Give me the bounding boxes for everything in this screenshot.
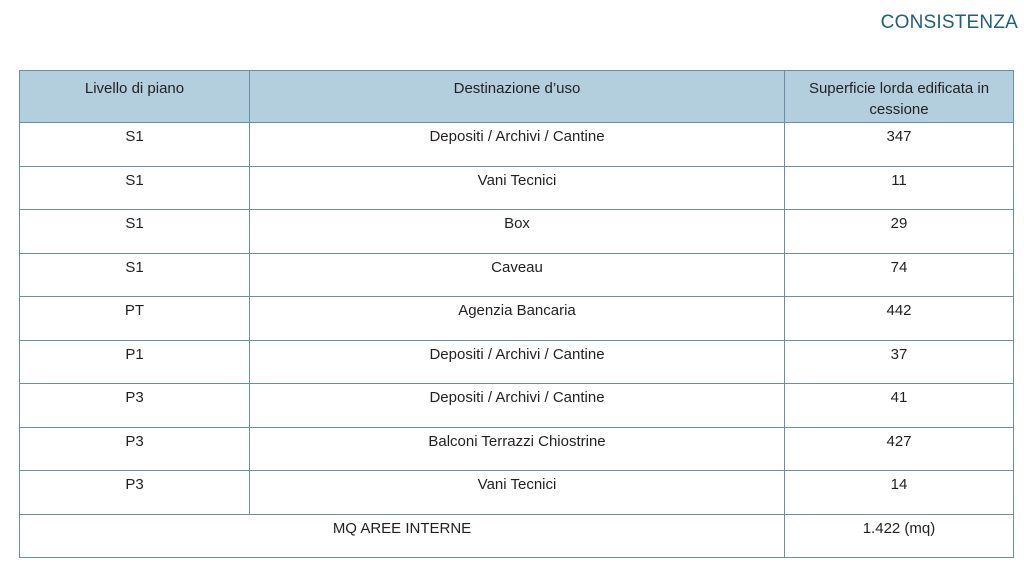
cell-superficie: 427 bbox=[785, 427, 1014, 471]
table-row bbox=[20, 210, 1014, 254]
cell-livello: PT bbox=[20, 297, 250, 341]
table-row bbox=[20, 297, 1014, 341]
section-title: CONSISTENZA bbox=[880, 12, 1018, 33]
cell-livello: P3 bbox=[20, 427, 250, 471]
table-header bbox=[20, 71, 1014, 123]
cell-destinazione: Depositi / Archivi / Cantine bbox=[250, 123, 785, 167]
cell-livello: S1 bbox=[20, 123, 250, 167]
total-row bbox=[20, 514, 1014, 558]
table-body bbox=[20, 123, 1014, 558]
cell-destinazione: Box bbox=[250, 210, 785, 254]
cell-superficie: 14 bbox=[785, 471, 1014, 515]
cell-superficie: 29 bbox=[785, 210, 1014, 254]
cell-destinazione: Vani Tecnici bbox=[250, 166, 785, 210]
table-row bbox=[20, 427, 1014, 471]
cell-livello: P3 bbox=[20, 471, 250, 515]
table-row bbox=[20, 384, 1014, 428]
cell-destinazione: Depositi / Archivi / Cantine bbox=[250, 384, 785, 428]
cell-destinazione: Agenzia Bancaria bbox=[250, 297, 785, 341]
cell-destinazione: Depositi / Archivi / Cantine bbox=[250, 340, 785, 384]
cell-destinazione: Vani Tecnici bbox=[250, 471, 785, 515]
cell-superficie: 37 bbox=[785, 340, 1014, 384]
cell-superficie: 347 bbox=[785, 123, 1014, 167]
table-row bbox=[20, 123, 1014, 167]
header-superficie: Superficie lorda edificata in cessione bbox=[785, 71, 1014, 123]
cell-livello: S1 bbox=[20, 253, 250, 297]
table-row bbox=[20, 166, 1014, 210]
consistenza-table bbox=[19, 70, 1014, 558]
cell-livello: S1 bbox=[20, 166, 250, 210]
header-destinazione-uso: Destinazione d’uso bbox=[250, 71, 785, 123]
header-livello-di-piano: Livello di piano bbox=[20, 71, 250, 123]
cell-superficie: 41 bbox=[785, 384, 1014, 428]
table-row bbox=[20, 340, 1014, 384]
cell-superficie: 442 bbox=[785, 297, 1014, 341]
table-row bbox=[20, 253, 1014, 297]
cell-destinazione: Caveau bbox=[250, 253, 785, 297]
cell-livello: P1 bbox=[20, 340, 250, 384]
table-row bbox=[20, 471, 1014, 515]
cell-superficie: 74 bbox=[785, 253, 1014, 297]
cell-destinazione: Balconi Terrazzi Chiostrine bbox=[250, 427, 785, 471]
cell-superficie: 11 bbox=[785, 166, 1014, 210]
total-value: 1.422 (mq) bbox=[785, 514, 1014, 558]
cell-livello: P3 bbox=[20, 384, 250, 428]
cell-livello: S1 bbox=[20, 210, 250, 254]
header-row bbox=[20, 71, 1014, 123]
total-label: MQ AREE INTERNE bbox=[20, 514, 785, 558]
